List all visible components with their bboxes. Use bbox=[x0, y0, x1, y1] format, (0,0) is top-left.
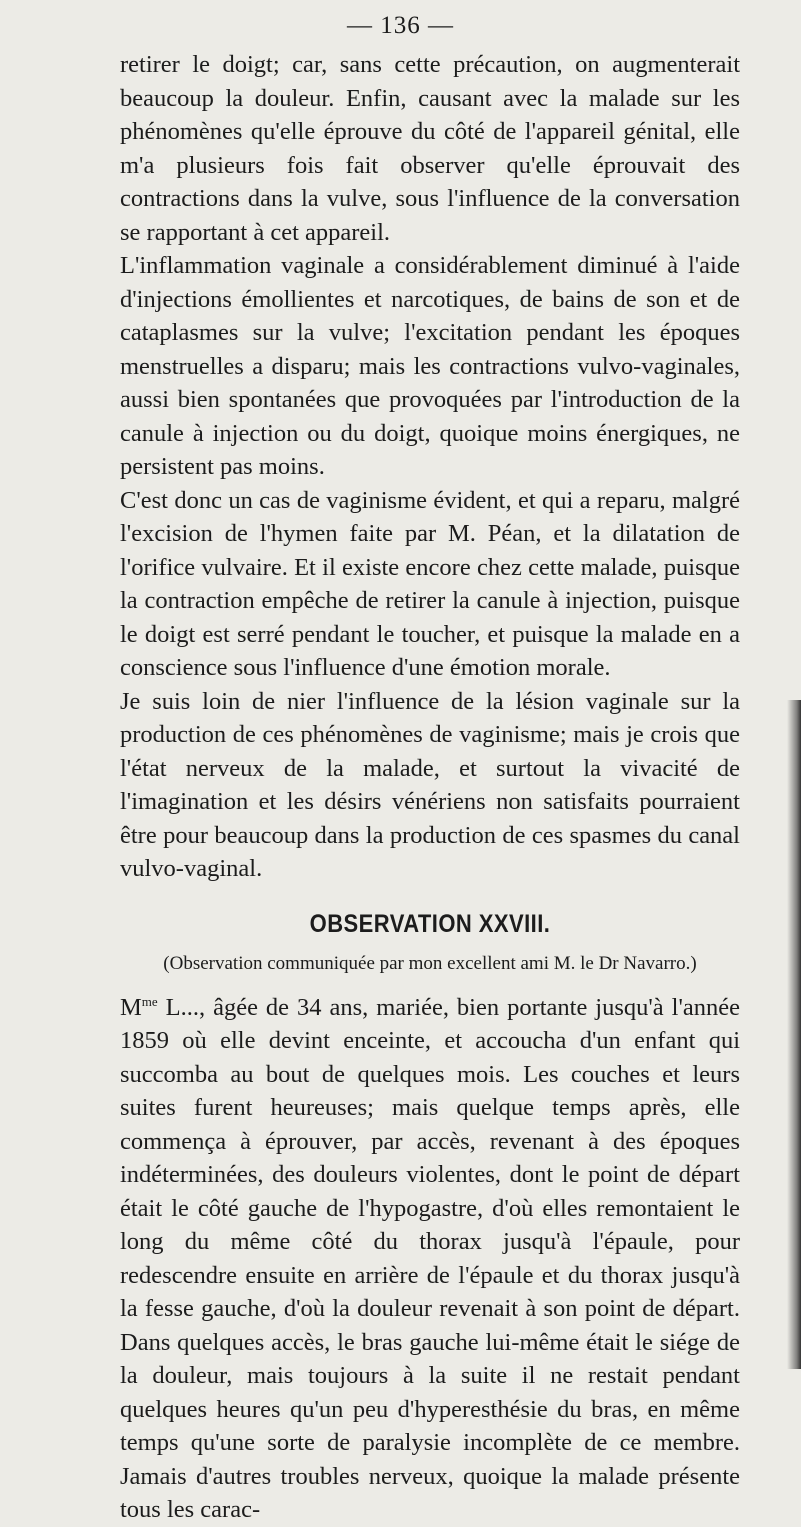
salutation-superscript: me bbox=[141, 993, 158, 1009]
paragraph-3: C'est donc un cas de vaginisme évident, et qui a reparu, malgré l'excision de l'hymen faite par M. Péan, et la dilatation de l'orifice vulvaire. Et il existe encore chez cette malade, puisque la contraction empêche de retirer la canule à injection, puisque le doigt est serré pendant le toucher, et puisque la malade en a conscience sous l'influence d'une émotion morale. bbox=[120, 486, 740, 681]
body-text bbox=[120, 48, 740, 1527]
page-edge-shadow bbox=[787, 700, 801, 1369]
observation-text: L..., âgée de 34 ans, mariée, bien portante jusqu'à l'année 1859 où elle devint enceinte, et accoucha d'un enfant qui succomba au bout de quelques mois. Les couches et leurs suites furent heureuses; mais quelque temps après, elle commença à éprouver, par accès, revenant à des époques indéterminées, des douleurs violentes, dont le point de départ était le côté gauche de l'hypogastre, d'où elles remontaient le long du même côté du thorax jusqu'à l'épaule, pour redescendre ensuite en arrière de l'épaule et du thorax jusqu'à la fesse gauche, d'où la douleur revenait à son point de départ. Dans quelques accès, le bras gauche lui-même était le siége de la douleur, mais toujours à la suite il ne restait pendant quelques heures qu'un peu d'hyperesthésie du bras, en même temps qu'une sorte de paralysie incomplète de ce membre. Jamais d'autres troubles nerveux, quoique la malade présente tous les carac- bbox=[120, 993, 740, 1523]
page-number: — 136 — bbox=[347, 12, 454, 39]
paragraph-4: Je suis loin de nier l'influence de la lésion vaginale sur la production de ces phénomènes de vaginisme; mais je crois que l'état nerveux de la malade, et surtout la vivacité de l'imagination et les désirs vénériens non satisfaits pourraient être pour beaucoup dans la production de ces spasmes du canal vulvo-vaginal. bbox=[120, 687, 740, 882]
observation-title: OBSERVATION XXVIII. bbox=[309, 909, 551, 938]
salutation-prefix: M bbox=[120, 993, 142, 1021]
observation-body bbox=[120, 991, 740, 1527]
paragraph-1: retirer le doigt; car, sans cette précaution, on augmenterait beaucoup la douleur. Enfin, causant avec la malade sur les phénomènes qu'elle éprouve du côté de l'appareil génital, elle m'a plusieurs fois fait observer qu'elle éprouvait des contractions dans la vulve, sous l'influence de la conversation se rapportant à cet appareil. bbox=[120, 51, 740, 246]
observation-subtitle: (Observation communiquée par mon excellent ami M. le Dr Navarro.) bbox=[163, 952, 697, 974]
paragraph-2: L'inflammation vaginale a considérablement diminué à l'aide d'injections émollientes et narcotiques, de bains de son et de cataplasmes sur la vulve; l'excitation pendant les époques menstruelles a disparu; mais les contractions vulvo-vaginales, aussi bien spontanées que provoquées par l'introduction de la canule à injection ou du doigt, quoique moins énergiques, ne persistent pas moins. bbox=[120, 252, 740, 480]
